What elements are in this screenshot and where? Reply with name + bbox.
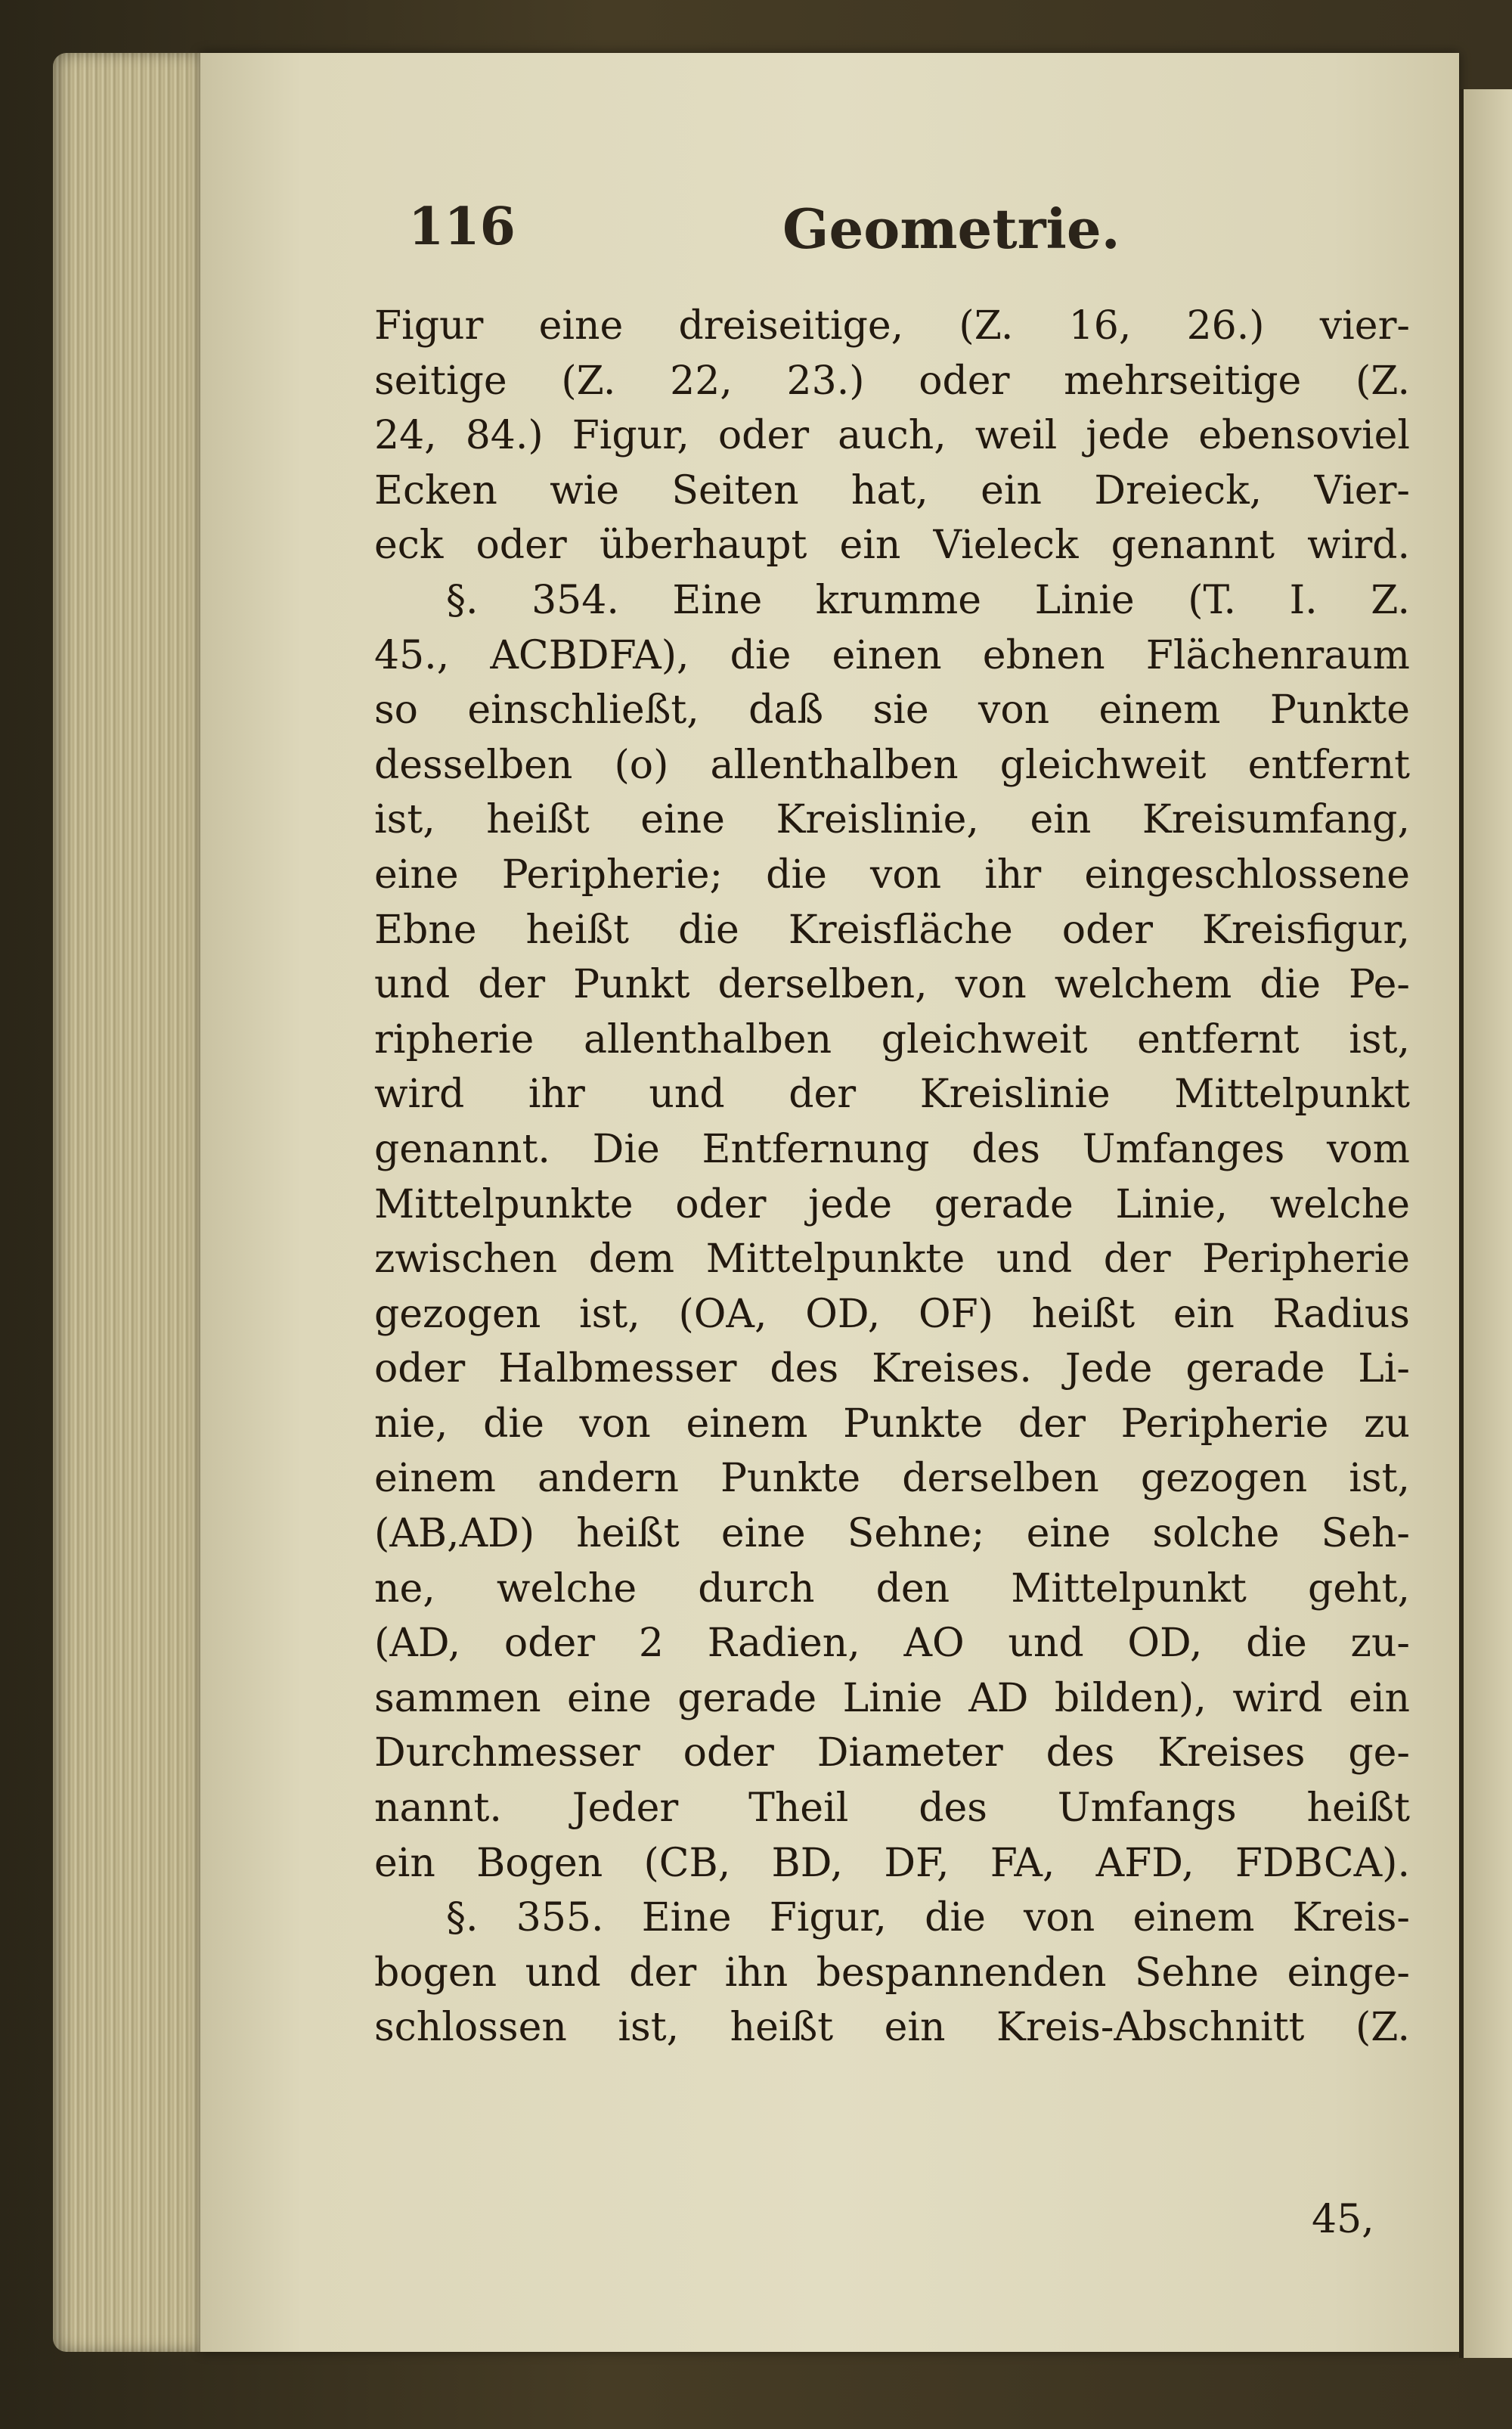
text-line: ist, heißt eine Kreislinie, ein Kreisumfang, bbox=[374, 797, 1410, 843]
text-line: Mittelpunkte oder jede gerade Linie, welche bbox=[374, 1181, 1410, 1227]
running-title: Geometrie. bbox=[782, 197, 1120, 261]
text-line: so einschließt, daß sie von einem Punkte bbox=[374, 687, 1410, 734]
text-line: ripherie allenthalben gleichweit entfernt ist, bbox=[374, 1016, 1410, 1062]
text-line: 24, 84.) Figur, oder auch, weil jede ebensoviel bbox=[374, 413, 1410, 459]
text-line: zwischen dem Mittelpunkte und der Peripherie bbox=[374, 1236, 1410, 1283]
text-line: oder Halbmesser des Kreises. Jede gerade Li- bbox=[374, 1346, 1410, 1392]
text-line: schlossen ist, heißt ein Kreis-Abschnitt (Z. bbox=[374, 2005, 1410, 2051]
text-line: 45., ACBDFA), die einen ebnen Flächenraum bbox=[374, 632, 1410, 678]
page-header bbox=[408, 197, 1391, 265]
text-line: genannt. Die Entfernung des Umfanges vom bbox=[374, 1126, 1410, 1172]
page-number: 116 bbox=[408, 197, 516, 257]
text-line: Ecken wie Seiten hat, ein Dreieck, Vier- bbox=[374, 467, 1410, 513]
body-text bbox=[374, 299, 1410, 2055]
text-line: bogen und der ihn bespannenden Sehne einge- bbox=[374, 1950, 1410, 1996]
text-line: (AB,AD) heißt eine Sehne; eine solche Seh- bbox=[374, 1511, 1410, 1557]
text-line: ein Bogen (CB, BD, DF, FA, AFD, FDBCA). bbox=[374, 1840, 1410, 1886]
text-line: eine Peripherie; die von ihr eingeschlossene bbox=[374, 852, 1410, 898]
text-line: einem andern Punkte derselben gezogen ist, bbox=[374, 1456, 1410, 1502]
text-line: und der Punkt derselben, von welchem die Pe- bbox=[374, 962, 1410, 1008]
text-line: wird ihr und der Kreislinie Mittelpunkt bbox=[374, 1072, 1410, 1118]
paragraph-355-start: §. 355. Eine Figur, die von einem Kreis- bbox=[446, 1895, 1410, 1941]
text-line: nannt. Jeder Theil des Umfangs heißt bbox=[374, 1785, 1410, 1832]
text-line: sammen eine gerade Linie AD bilden), wird ein bbox=[374, 1675, 1410, 1721]
text-line: seitige (Z. 22, 23.) oder mehrseitige (Z. bbox=[374, 358, 1410, 404]
text-line: gezogen ist, (OA, OD, OF) heißt ein Radius bbox=[374, 1291, 1410, 1337]
text-line: nie, die von einem Punkte der Peripherie zu bbox=[374, 1401, 1410, 1447]
text-line: eck oder überhaupt ein Vieleck genannt wird. bbox=[374, 523, 1410, 569]
text-line: Ebne heißt die Kreisfläche oder Kreisfigur, bbox=[374, 907, 1410, 953]
text-line: Durchmesser oder Diameter des Kreises ge- bbox=[374, 1730, 1410, 1776]
facing-page-edge bbox=[1459, 89, 1512, 2358]
text-line: (AD, oder 2 Radien, AO und OD, die zu- bbox=[374, 1621, 1410, 1667]
text-line: desselben (o) allenthalben gleichweit entfernt bbox=[374, 742, 1410, 788]
paragraph-354-start: §. 354. Eine krumme Linie (T. I. Z. bbox=[446, 577, 1410, 623]
text-line: ne, welche durch den Mittelpunkt geht, bbox=[374, 1565, 1410, 1612]
catchword: 45, bbox=[1312, 2197, 1374, 2242]
text-line: Figur eine dreiseitige, (Z. 16, 26.) vier- bbox=[374, 303, 1410, 349]
